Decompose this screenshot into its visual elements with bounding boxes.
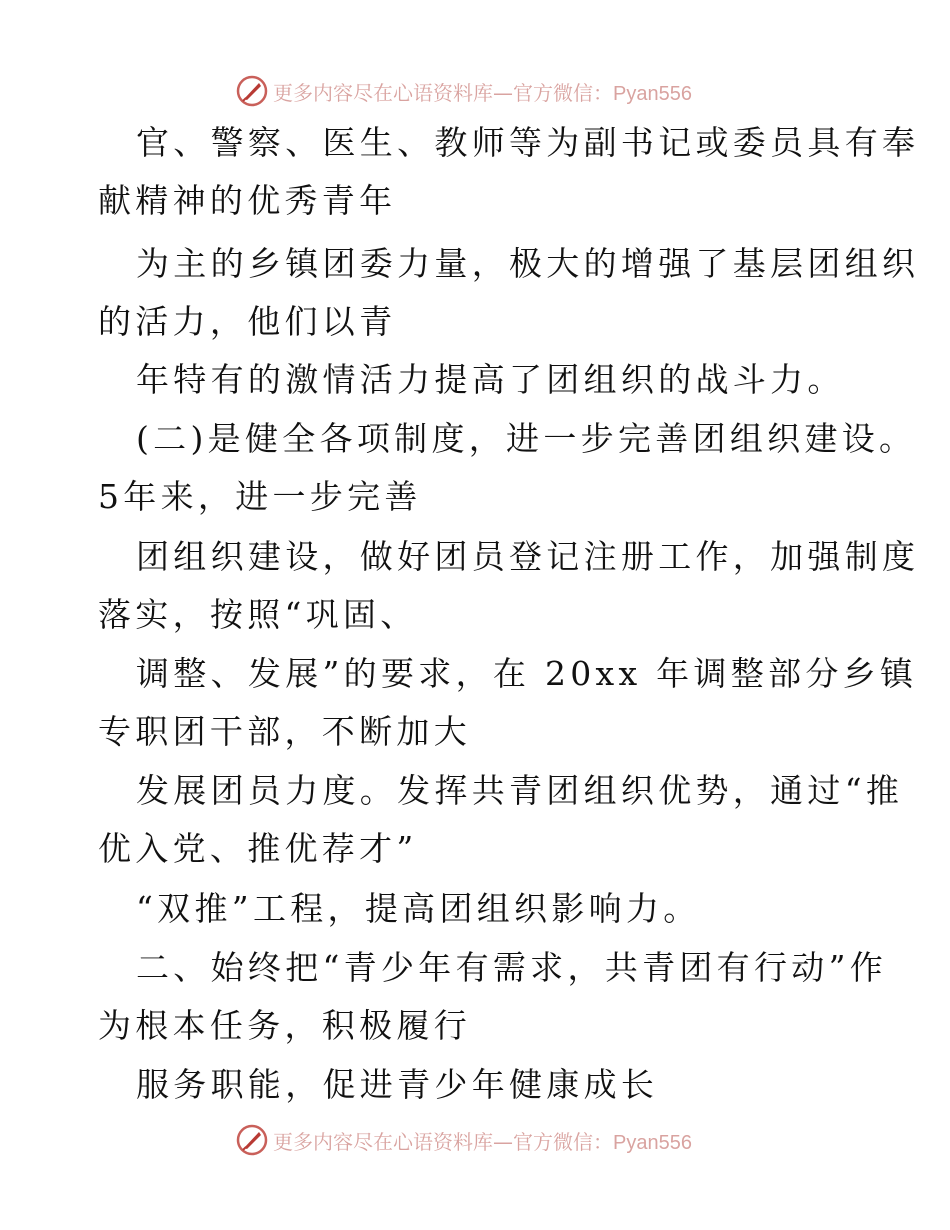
body-line: 为根本任务，积极履行 xyxy=(98,1006,471,1045)
watermark-text: 更多内容尽在心语资料库—官方微信：Pyan556 xyxy=(273,1129,692,1154)
body-line: 官、警察、医生、教师等为副书记或委员具有奉 xyxy=(136,123,920,162)
body-line: 专职团干部，不断加大 xyxy=(98,712,471,751)
quill-logo-icon xyxy=(235,74,269,108)
body-line: 5年来，进一步完善 xyxy=(98,477,422,516)
body-line: 的活力，他们以青 xyxy=(98,302,397,341)
body-line: 服务职能，促进青少年健康成长 xyxy=(136,1065,659,1104)
body-line: 二、始终把“青少年有需求，共青团有行动”作 xyxy=(136,948,888,987)
body-line: 团组织建设，做好团员登记注册工作，加强制度 xyxy=(136,537,920,576)
quill-logo-icon xyxy=(235,1123,269,1157)
footer-watermark xyxy=(235,1123,692,1157)
body-line: “双推”工程，提高团组织影响力。 xyxy=(136,889,701,928)
body-line: 优入党、推优荐才” xyxy=(98,829,418,868)
body-line: 落实，按照“巩固、 xyxy=(98,595,418,634)
body-line: 发展团员力度。发挥共青团组织优势，通过“推 xyxy=(136,771,904,810)
body-line: 调整、发展”的要求，在 20xx 年调整部分乡镇 xyxy=(136,654,918,693)
header-watermark xyxy=(235,74,692,108)
body-line: 为主的乡镇团委力量，极大的增强了基层团组织 xyxy=(136,244,920,283)
body-line: (二)是健全各项制度，进一步完善团组织建设。 xyxy=(136,419,917,458)
body-line: 年特有的激情活力提高了团组织的战斗力。 xyxy=(136,360,845,399)
watermark-text: 更多内容尽在心语资料库—官方微信：Pyan556 xyxy=(273,80,692,105)
body-line: 献精神的优秀青年 xyxy=(98,181,397,220)
